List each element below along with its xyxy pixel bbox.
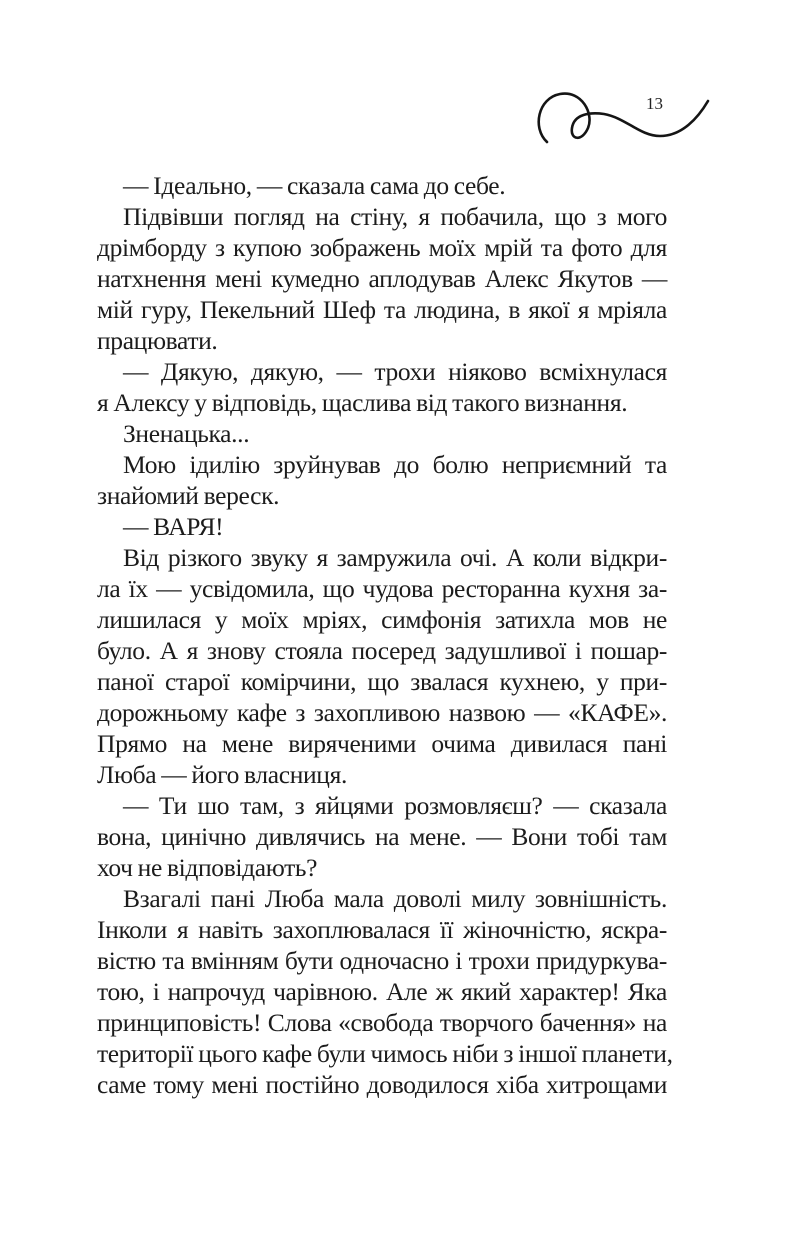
text-line: дорожньому кафе з захопливою назвою — «КАФЕ».: [97, 698, 667, 727]
page-number: 13: [646, 94, 663, 113]
text-line: дрімборду з купою зображень моїх мрій та фото для: [97, 233, 667, 262]
text-line: Інколи я навіть захоплювалася її жіночністю, яскра-: [97, 915, 667, 944]
text-line: я Алексу у відповідь, щаслива від такого визнання.: [97, 388, 628, 417]
text-line: знайомий вереск.: [97, 481, 280, 510]
text-line: принциповість! Слова «свобода творчого бачення» на: [97, 1008, 667, 1037]
text-line: паної старої комірчини, що звалася кухнею, у при-: [97, 667, 667, 696]
text-line: території цього кафе були чимось ніби з іншої планети,: [97, 1039, 673, 1068]
text-line: мій гуру, Пекельний Шеф та людина, в якої я мріяла: [97, 295, 667, 324]
text-line: Мою ідилію зруйнував до болю неприємний та: [123, 450, 667, 479]
text-line: працювати.: [97, 326, 218, 355]
text-line: Підвівши погляд на стіну, я побачила, що з мого: [123, 202, 667, 231]
text-line: тою, і напрочуд чарівною. Але ж який характер! Яка: [97, 977, 667, 1006]
flourish-swirl-icon: [530, 80, 720, 150]
text-line: Взагалі пані Люба мала доволі милу зовнішність.: [123, 884, 667, 913]
text-line: Зненацька...: [123, 419, 250, 448]
text-line: — Ти шо там, з яйцями розмовляєш? — сказала: [123, 791, 667, 820]
text-line: лишилася у моїх мріях, симфонія затихла мов не: [97, 605, 667, 634]
text-line: натхнення мені кумедно аплодував Алекс Якутов —: [97, 264, 667, 293]
body-text: [97, 170, 673, 1100]
text-line: ла їх — усвідомила, що чудова ресторанна кухня за-: [97, 574, 667, 603]
text-line: Люба — його власниця.: [97, 760, 347, 789]
text-line: Прямо на мене виряченими очима дивилася пані: [97, 729, 667, 758]
text-line: Від різкого звуку я замружила очі. А коли відкри-: [123, 543, 667, 572]
text-line: — Ідеально, — сказала сама до себе.: [123, 171, 506, 200]
text-line: — Дякую, дякую, — трохи ніяково всміхнулася: [123, 357, 667, 386]
text-line: вістю та вмінням бути одночасно і трохи придуркува-: [97, 946, 667, 975]
text-line: було. А я знову стояла посеред задушливої і пошар-: [97, 636, 667, 665]
text-line: хоч не відповідають?: [97, 853, 318, 882]
text-line: саме тому мені постійно доводилося хіба хитрощами: [97, 1070, 667, 1099]
text-line: вона, цинічно дивлячись на мене. — Вони тобі там: [97, 822, 667, 851]
text-line: — ВАРЯ!: [123, 512, 224, 541]
